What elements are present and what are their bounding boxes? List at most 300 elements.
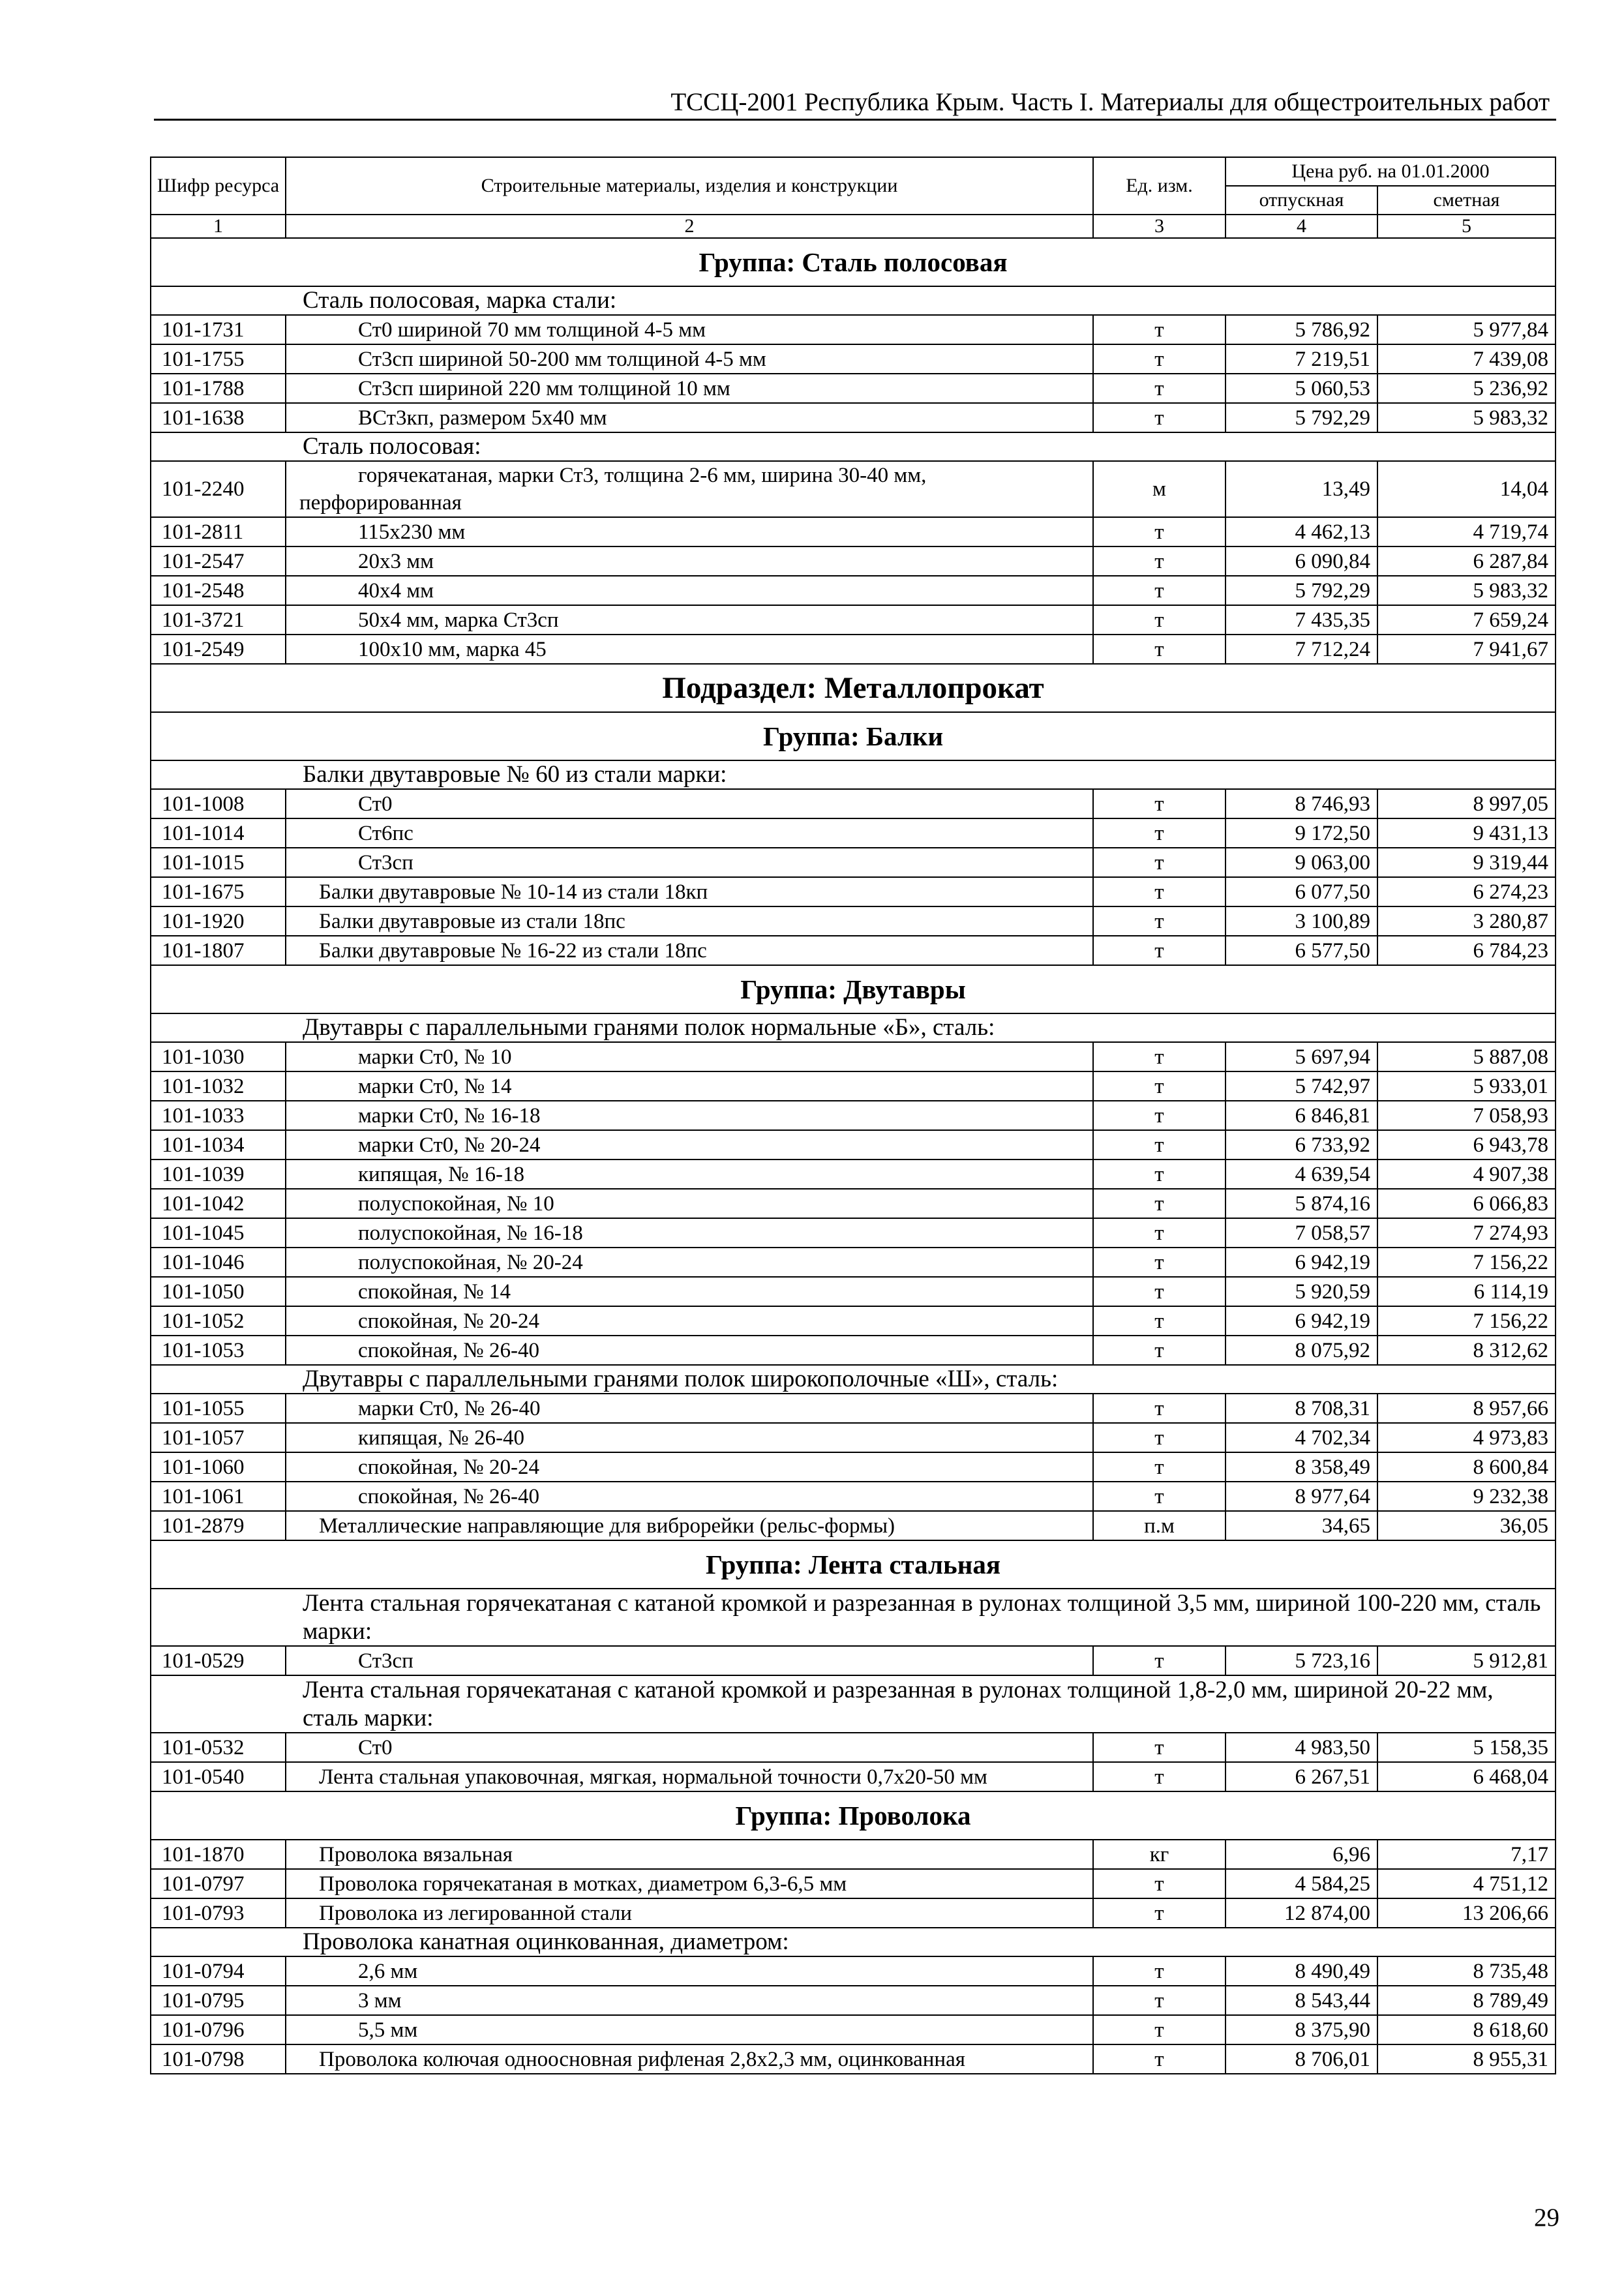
- price-release: 5 742,97: [1226, 1071, 1377, 1101]
- resource-code: 101-1042: [151, 1189, 286, 1218]
- price-estimate: 5 977,84: [1377, 315, 1556, 344]
- column-header-release: отпускная: [1226, 186, 1377, 215]
- column-header-code: Шифр ресурса: [151, 157, 286, 215]
- subgroup-row: [151, 1013, 1556, 1042]
- material-name-line-1: горячекатаная, марки Ст3, толщина 2-6 мм, ширина 30-40 мм,: [358, 464, 927, 487]
- group-title: Группа: Проволока: [151, 1791, 1556, 1840]
- unit: т: [1093, 1130, 1226, 1159]
- material-name: Ст3сп: [286, 1646, 1093, 1675]
- price-release: 7 219,51: [1226, 344, 1377, 374]
- resource-code: 101-1055: [151, 1394, 286, 1423]
- material-name: 2,6 мм: [286, 1956, 1093, 1986]
- resource-code: 101-1060: [151, 1452, 286, 1482]
- resource-code: 101-2879: [151, 1511, 286, 1540]
- subgroup-row: [151, 1365, 1556, 1394]
- table-row: [151, 1101, 1556, 1130]
- price-estimate: 14,04: [1377, 461, 1556, 517]
- price-release: 8 977,64: [1226, 1482, 1377, 1511]
- price-estimate: 9 232,38: [1377, 1482, 1556, 1511]
- price-estimate: 8 600,84: [1377, 1452, 1556, 1482]
- material-name: марки Ст0, № 26-40: [286, 1394, 1093, 1423]
- price-estimate: 5 983,32: [1377, 576, 1556, 605]
- resource-code: 101-0793: [151, 1898, 286, 1928]
- unit: т: [1093, 2044, 1226, 2074]
- price-release: 8 075,92: [1226, 1336, 1377, 1365]
- price-release: 5 920,59: [1226, 1277, 1377, 1306]
- price-release: 6 846,81: [1226, 1101, 1377, 1130]
- price-estimate: 7 156,22: [1377, 1306, 1556, 1336]
- resource-code: 101-0798: [151, 2044, 286, 2074]
- material-name: Проволока колючая одноосновная рифленая 2,8х2,3 мм, оцинкованная: [286, 2044, 1093, 2074]
- material-name: 3 мм: [286, 1986, 1093, 2015]
- price-release: 7 058,57: [1226, 1218, 1377, 1248]
- group-row: [151, 238, 1556, 286]
- resource-code: 101-0529: [151, 1646, 286, 1675]
- table-row: [151, 315, 1556, 344]
- table-row: [151, 1277, 1556, 1306]
- table-row: [151, 1159, 1556, 1189]
- material-name: Проволока вязальная: [286, 1840, 1093, 1869]
- unit: т: [1093, 1452, 1226, 1482]
- price-release: 34,65: [1226, 1511, 1377, 1540]
- table-row: [151, 1189, 1556, 1218]
- unit: т: [1093, 1646, 1226, 1675]
- unit: т: [1093, 374, 1226, 403]
- price-release: 4 983,50: [1226, 1733, 1377, 1762]
- price-estimate: 4 973,83: [1377, 1423, 1556, 1452]
- resource-code: 101-1755: [151, 344, 286, 374]
- material-name: 20х3 мм: [286, 546, 1093, 576]
- page-number: 29: [1534, 2204, 1559, 2232]
- unit: т: [1093, 1218, 1226, 1248]
- price-release: 9 063,00: [1226, 848, 1377, 877]
- price-estimate: 4 907,38: [1377, 1159, 1556, 1189]
- price-estimate: 7 274,93: [1377, 1218, 1556, 1248]
- unit: т: [1093, 517, 1226, 546]
- price-estimate: 7 156,22: [1377, 1248, 1556, 1277]
- price-release: 6 942,19: [1226, 1306, 1377, 1336]
- resource-code: 101-1033: [151, 1101, 286, 1130]
- table-row: [151, 1218, 1556, 1248]
- resource-code: 101-0794: [151, 1956, 286, 1986]
- material-name: полуспокойная, № 16-18: [286, 1218, 1093, 1248]
- table-row: [151, 1130, 1556, 1159]
- unit: т: [1093, 1306, 1226, 1336]
- table-row: [151, 1511, 1556, 1540]
- subgroup-row: [151, 760, 1556, 789]
- table-body: [151, 157, 1556, 2074]
- material-name: Ст6пс: [286, 818, 1093, 848]
- price-release: 4 702,34: [1226, 1423, 1377, 1452]
- table-row: [151, 1869, 1556, 1898]
- table-row: [151, 1071, 1556, 1101]
- price-estimate: 7 659,24: [1377, 605, 1556, 635]
- material-name: Ст3сп шириной 220 мм толщиной 10 мм: [286, 374, 1093, 403]
- resource-code: 101-1014: [151, 818, 286, 848]
- price-release: 8 708,31: [1226, 1394, 1377, 1423]
- unit: т: [1093, 1042, 1226, 1071]
- unit: т: [1093, 1898, 1226, 1928]
- price-estimate: 4 719,74: [1377, 517, 1556, 546]
- unit: т: [1093, 877, 1226, 906]
- unit: т: [1093, 1248, 1226, 1277]
- resource-code: 101-1052: [151, 1306, 286, 1336]
- unit: т: [1093, 1986, 1226, 2015]
- price-estimate: 8 955,31: [1377, 2044, 1556, 2074]
- price-release: 5 874,16: [1226, 1189, 1377, 1218]
- material-name: Металлические направляющие для виброрейки (рельс-формы): [286, 1511, 1093, 1540]
- unit: т: [1093, 1336, 1226, 1365]
- table-row: [151, 818, 1556, 848]
- resource-code: 101-1046: [151, 1248, 286, 1277]
- price-release: 5 723,16: [1226, 1646, 1377, 1675]
- price-release: 6 267,51: [1226, 1762, 1377, 1791]
- group-title: Группа: Балки: [151, 712, 1556, 760]
- subgroup-row: [151, 432, 1556, 461]
- price-table: [150, 157, 1556, 2074]
- price-estimate: 7,17: [1377, 1840, 1556, 1869]
- group-row: [151, 1540, 1556, 1589]
- unit: т: [1093, 818, 1226, 848]
- resource-code: 101-1053: [151, 1336, 286, 1365]
- material-name: марки Ст0, № 10: [286, 1042, 1093, 1071]
- material-name: полуспокойная, № 20-24: [286, 1248, 1093, 1277]
- table-row: [151, 789, 1556, 818]
- table-row: [151, 576, 1556, 605]
- price-release: 5 792,29: [1226, 403, 1377, 432]
- resource-code: 101-2811: [151, 517, 286, 546]
- group-row: [151, 712, 1556, 760]
- table-row: [151, 877, 1556, 906]
- table-row: [151, 546, 1556, 576]
- resource-code: 101-1807: [151, 936, 286, 965]
- price-release: 9 172,50: [1226, 818, 1377, 848]
- material-name: Ст0 шириной 70 мм толщиной 4-5 мм: [286, 315, 1093, 344]
- material-name: Балки двутавровые № 10-14 из стали 18кп: [286, 877, 1093, 906]
- price-estimate: 7 439,08: [1377, 344, 1556, 374]
- column-header-price-group: Цена руб. на 01.01.2000: [1226, 157, 1556, 186]
- subgroup-title: Двутавры с параллельными гранями полок широкополочные «Ш», сталь:: [151, 1365, 1556, 1394]
- table-row: [151, 374, 1556, 403]
- material-name: Балки двутавровые из стали 18пс: [286, 906, 1093, 936]
- unit: т: [1093, 546, 1226, 576]
- subgroup-title: Лента стальная горячекатаная с катаной кромкой и разрезанная в рулонах толщиной 3,5 мм, шириной 100-220 мм, сталь марки:: [151, 1589, 1556, 1646]
- resource-code: 101-2549: [151, 635, 286, 664]
- price-estimate: 6 784,23: [1377, 936, 1556, 965]
- material-name: марки Ст0, № 14: [286, 1071, 1093, 1101]
- subgroup-title: Сталь полосовая:: [151, 432, 1556, 461]
- table-row: [151, 1733, 1556, 1762]
- column-number-4: 4: [1226, 215, 1377, 238]
- price-release: 6 942,19: [1226, 1248, 1377, 1277]
- group-title: Группа: Сталь полосовая: [151, 238, 1556, 286]
- price-estimate: 6 943,78: [1377, 1130, 1556, 1159]
- unit: т: [1093, 1762, 1226, 1791]
- price-estimate: 36,05: [1377, 1511, 1556, 1540]
- subgroup-row: [151, 1928, 1556, 1956]
- unit: т: [1093, 1394, 1226, 1423]
- material-name: спокойная, № 20-24: [286, 1306, 1093, 1336]
- table-row: [151, 605, 1556, 635]
- subgroup-title: Двутавры с параллельными гранями полок нормальные «Б», сталь:: [151, 1013, 1556, 1042]
- unit: т: [1093, 576, 1226, 605]
- unit: кг: [1093, 1840, 1226, 1869]
- table-row: [151, 1423, 1556, 1452]
- price-estimate: 6 287,84: [1377, 546, 1556, 576]
- resource-code: 101-0532: [151, 1733, 286, 1762]
- price-estimate: 8 618,60: [1377, 2015, 1556, 2044]
- resource-code: 101-1870: [151, 1840, 286, 1869]
- resource-code: 101-1638: [151, 403, 286, 432]
- price-estimate: 7 941,67: [1377, 635, 1556, 664]
- subgroup-title: Балки двутавровые № 60 из стали марки:: [151, 760, 1556, 789]
- price-estimate: 8 312,62: [1377, 1336, 1556, 1365]
- table-row: [151, 1306, 1556, 1336]
- unit: т: [1093, 315, 1226, 344]
- unit: м: [1093, 461, 1226, 517]
- price-estimate: 5 912,81: [1377, 1646, 1556, 1675]
- subgroup-title: Проволока канатная оцинкованная, диаметром:: [151, 1928, 1556, 1956]
- unit: т: [1093, 635, 1226, 664]
- price-estimate: 5 933,01: [1377, 1071, 1556, 1101]
- material-name: Ст3сп: [286, 848, 1093, 877]
- column-header-unit: Ед. изм.: [1093, 157, 1226, 215]
- group-row: [151, 965, 1556, 1013]
- subsection-row: [151, 664, 1556, 712]
- column-header-name: Строительные материалы, изделия и конструкции: [286, 157, 1093, 215]
- column-number-1: 1: [151, 215, 286, 238]
- unit: т: [1093, 1956, 1226, 1986]
- material-name-line-2: перфорированная: [299, 491, 462, 515]
- material-name: [286, 461, 1093, 517]
- material-name: Балки двутавровые № 16-22 из стали 18пс: [286, 936, 1093, 965]
- price-estimate: 5 983,32: [1377, 403, 1556, 432]
- table-row: [151, 635, 1556, 664]
- price-estimate: 9 319,44: [1377, 848, 1556, 877]
- resource-code: 101-1015: [151, 848, 286, 877]
- subsection-title: Подраздел: Металлопрокат: [151, 664, 1556, 712]
- table-row: [151, 1394, 1556, 1423]
- subgroup-title: Лента стальная горячекатаная с катаной кромкой и разрезанная в рулонах толщиной 1,8-2,0 мм, шириной 20-22 мм, сталь марки:: [151, 1675, 1556, 1733]
- material-name: 50х4 мм, марка Ст3сп: [286, 605, 1093, 635]
- price-estimate: 6 066,83: [1377, 1189, 1556, 1218]
- price-release: 4 639,54: [1226, 1159, 1377, 1189]
- material-name: 100х10 мм, марка 45: [286, 635, 1093, 664]
- material-name: спокойная, № 26-40: [286, 1336, 1093, 1365]
- table-row: [151, 936, 1556, 965]
- material-name: 5,5 мм: [286, 2015, 1093, 2044]
- material-name: спокойная, № 26-40: [286, 1482, 1093, 1511]
- price-release: 8 375,90: [1226, 2015, 1377, 2044]
- unit: т: [1093, 936, 1226, 965]
- price-estimate: 8 957,66: [1377, 1394, 1556, 1423]
- table-row: [151, 1986, 1556, 2015]
- resource-code: 101-2547: [151, 546, 286, 576]
- price-estimate: 8 735,48: [1377, 1956, 1556, 1986]
- price-release: 3 100,89: [1226, 906, 1377, 936]
- resource-code: 101-2240: [151, 461, 286, 517]
- resource-code: 101-1057: [151, 1423, 286, 1452]
- unit: т: [1093, 1277, 1226, 1306]
- resource-code: 101-0540: [151, 1762, 286, 1791]
- subgroup-title: Сталь полосовая, марка стали:: [151, 286, 1556, 315]
- price-release: 8 543,44: [1226, 1986, 1377, 2015]
- material-name: 115х230 мм: [286, 517, 1093, 546]
- price-release: 5 792,29: [1226, 576, 1377, 605]
- unit: т: [1093, 1733, 1226, 1762]
- price-release: 7 435,35: [1226, 605, 1377, 635]
- material-name: марки Ст0, № 20-24: [286, 1130, 1093, 1159]
- price-estimate: 6 274,23: [1377, 877, 1556, 906]
- resource-code: 101-1050: [151, 1277, 286, 1306]
- material-name: Проволока из легированной стали: [286, 1898, 1093, 1928]
- group-title: Группа: Лента стальная: [151, 1540, 1556, 1589]
- material-name: Ст0: [286, 1733, 1093, 1762]
- unit: т: [1093, 403, 1226, 432]
- unit: т: [1093, 1189, 1226, 1218]
- resource-code: 101-0795: [151, 1986, 286, 2015]
- unit: т: [1093, 1159, 1226, 1189]
- material-name: Проволока горячекатаная в мотках, диаметром 6,3-6,5 мм: [286, 1869, 1093, 1898]
- table-row: [151, 1840, 1556, 1869]
- unit: т: [1093, 1423, 1226, 1452]
- price-estimate: 8 789,49: [1377, 1986, 1556, 2015]
- table-row: [151, 517, 1556, 546]
- table-row: [151, 344, 1556, 374]
- material-name: спокойная, № 20-24: [286, 1452, 1093, 1482]
- table-row: [151, 461, 1556, 517]
- unit: т: [1093, 1869, 1226, 1898]
- unit: п.м: [1093, 1511, 1226, 1540]
- column-number-5: 5: [1377, 215, 1556, 238]
- price-release: 8 706,01: [1226, 2044, 1377, 2074]
- price-estimate: 4 751,12: [1377, 1869, 1556, 1898]
- subgroup-row: [151, 1675, 1556, 1733]
- page-header-title: ТССЦ-2001 Республика Крым. Часть I. Материалы для общестроительных работ: [670, 88, 1550, 116]
- unit: т: [1093, 1071, 1226, 1101]
- resource-code: 101-1034: [151, 1130, 286, 1159]
- resource-code: 101-1039: [151, 1159, 286, 1189]
- resource-code: 101-1032: [151, 1071, 286, 1101]
- table-row: [151, 403, 1556, 432]
- resource-code: 101-0797: [151, 1869, 286, 1898]
- column-number-row: [151, 215, 1556, 238]
- group-row: [151, 1791, 1556, 1840]
- price-estimate: 5 236,92: [1377, 374, 1556, 403]
- price-release: 13,49: [1226, 461, 1377, 517]
- material-name: 40х4 мм: [286, 576, 1093, 605]
- material-name: спокойная, № 14: [286, 1277, 1093, 1306]
- unit: т: [1093, 789, 1226, 818]
- material-name: кипящая, № 16-18: [286, 1159, 1093, 1189]
- unit: т: [1093, 906, 1226, 936]
- table-row: [151, 1956, 1556, 1986]
- unit: т: [1093, 2015, 1226, 2044]
- resource-code: 101-3721: [151, 605, 286, 635]
- price-estimate: 6 468,04: [1377, 1762, 1556, 1791]
- table-row: [151, 1042, 1556, 1071]
- resource-code: 101-1061: [151, 1482, 286, 1511]
- price-release: 12 874,00: [1226, 1898, 1377, 1928]
- price-estimate: 3 280,87: [1377, 906, 1556, 936]
- price-release: 6 577,50: [1226, 936, 1377, 965]
- price-estimate: 5 158,35: [1377, 1733, 1556, 1762]
- material-name: марки Ст0, № 16-18: [286, 1101, 1093, 1130]
- price-release: 6,96: [1226, 1840, 1377, 1869]
- column-number-2: 2: [286, 215, 1093, 238]
- unit: т: [1093, 1482, 1226, 1511]
- price-release: 8 490,49: [1226, 1956, 1377, 1986]
- material-name: ВСт3кп, размером 5х40 мм: [286, 403, 1093, 432]
- table-row: [151, 1646, 1556, 1675]
- table-row: [151, 848, 1556, 877]
- table-row: [151, 1336, 1556, 1365]
- price-estimate: 9 431,13: [1377, 818, 1556, 848]
- unit: т: [1093, 344, 1226, 374]
- resource-code: 101-1731: [151, 315, 286, 344]
- resource-code: 101-0796: [151, 2015, 286, 2044]
- price-estimate: 8 997,05: [1377, 789, 1556, 818]
- resource-code: 101-1008: [151, 789, 286, 818]
- price-estimate: 7 058,93: [1377, 1101, 1556, 1130]
- column-header-estimate: сметная: [1377, 186, 1556, 215]
- price-release: 5 786,92: [1226, 315, 1377, 344]
- resource-code: 101-1788: [151, 374, 286, 403]
- price-release: 4 584,25: [1226, 1869, 1377, 1898]
- subgroup-row: [151, 286, 1556, 315]
- table-row: [151, 2044, 1556, 2074]
- material-name: Ст3сп шириной 50-200 мм толщиной 4-5 мм: [286, 344, 1093, 374]
- resource-code: 101-1920: [151, 906, 286, 936]
- table-row: [151, 1482, 1556, 1511]
- material-name: Ст0: [286, 789, 1093, 818]
- unit: т: [1093, 605, 1226, 635]
- table-header-row: [151, 157, 1556, 186]
- unit: т: [1093, 1101, 1226, 1130]
- price-estimate: 13 206,66: [1377, 1898, 1556, 1928]
- price-release: 6 090,84: [1226, 546, 1377, 576]
- page-header: [154, 85, 1556, 121]
- group-title: Группа: Двутавры: [151, 965, 1556, 1013]
- resource-code: 101-2548: [151, 576, 286, 605]
- table-row: [151, 2015, 1556, 2044]
- table-row: [151, 906, 1556, 936]
- resource-code: 101-1675: [151, 877, 286, 906]
- table-row: [151, 1898, 1556, 1928]
- price-release: 8 358,49: [1226, 1452, 1377, 1482]
- price-release: 6 733,92: [1226, 1130, 1377, 1159]
- table-row: [151, 1762, 1556, 1791]
- price-release: 6 077,50: [1226, 877, 1377, 906]
- material-name: Лента стальная упаковочная, мягкая, нормальной точности 0,7х20-50 мм: [286, 1762, 1093, 1791]
- price-release: 5 060,53: [1226, 374, 1377, 403]
- price-release: 8 746,93: [1226, 789, 1377, 818]
- price-estimate: 6 114,19: [1377, 1277, 1556, 1306]
- subgroup-row: [151, 1589, 1556, 1646]
- unit: т: [1093, 848, 1226, 877]
- price-release: 7 712,24: [1226, 635, 1377, 664]
- material-name: кипящая, № 26-40: [286, 1423, 1093, 1452]
- resource-code: 101-1030: [151, 1042, 286, 1071]
- table-row: [151, 1248, 1556, 1277]
- material-name: полуспокойная, № 10: [286, 1189, 1093, 1218]
- price-release: 4 462,13: [1226, 517, 1377, 546]
- price-estimate: 5 887,08: [1377, 1042, 1556, 1071]
- resource-code: 101-1045: [151, 1218, 286, 1248]
- column-number-3: 3: [1093, 215, 1226, 238]
- price-release: 5 697,94: [1226, 1042, 1377, 1071]
- table-row: [151, 1452, 1556, 1482]
